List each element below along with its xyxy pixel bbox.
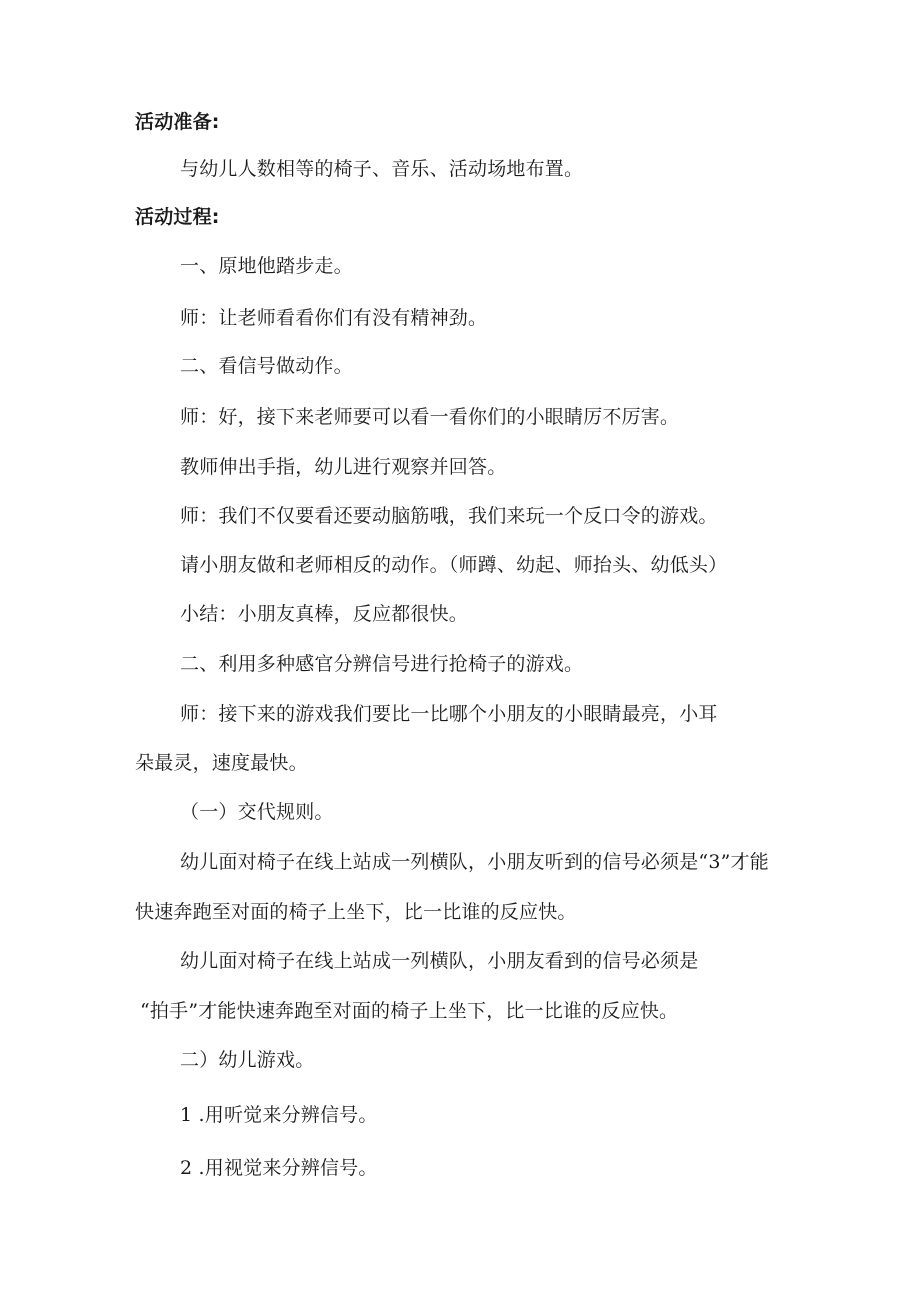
step3-title: 二、利用多种感官分辨信号进行抢椅子的游戏。 <box>180 653 584 675</box>
rule2-line2: “拍手”才能快速奔跑至对面的椅子上坐下，比一比谁的反应快。 <box>140 1000 679 1022</box>
rule1-line1: 幼儿面对椅子在线上站成一列横队，小朋友听到的信号必须是“3”才能 <box>180 851 769 873</box>
step2-instruction: 请小朋友做和老师相反的动作。（师蹲、幼起、师抬头、幼低头） <box>180 554 728 576</box>
step1-teacher: 师：让老师看看你们有没有精神劲。 <box>180 307 488 329</box>
rules-title: （一）交代规则。 <box>180 801 334 823</box>
prep-heading: 活动准备: <box>135 111 220 133</box>
step2-teacher2: 师：我们不仅要看还要动脑筋哦，我们来玩一个反口令的游戏。 <box>180 505 718 527</box>
rule2-line1: 幼儿面对椅子在线上站成一列横队，小朋友看到的信号必须是 <box>180 950 699 972</box>
step1-title: 一、原地他踏步走。 <box>180 255 353 277</box>
step2-title: 二、看信号做动作。 <box>180 355 353 377</box>
game-item2: 2 .用视觉来分辨信号。 <box>180 1157 378 1179</box>
step3-teacher-line2: 朵最灵，速度最快。 <box>135 752 308 774</box>
rule1-line2: 快速奔跑至对面的椅子上坐下，比一比谁的反应快。 <box>135 901 577 923</box>
step2-action: 教师伸出手指，幼儿进行观察并回答。 <box>180 456 507 478</box>
step3-teacher-line1: 师：接下来的游戏我们要比一比哪个小朋友的小眼睛最亮，小耳 <box>180 703 718 725</box>
step2-summary: 小结：小朋友真棒，反应都很快。 <box>180 603 469 625</box>
game-title: 二）幼儿游戏。 <box>180 1049 315 1071</box>
prep-text: 与幼儿人数相等的椅子、音乐、活动场地布置。 <box>180 158 584 180</box>
process-heading: 活动过程: <box>135 206 220 228</box>
game-item1: 1 .用听觉来分辨信号。 <box>180 1104 378 1126</box>
step2-teacher1: 师：好，接下来老师要可以看一看你们的小眼睛厉不厉害。 <box>180 406 680 428</box>
